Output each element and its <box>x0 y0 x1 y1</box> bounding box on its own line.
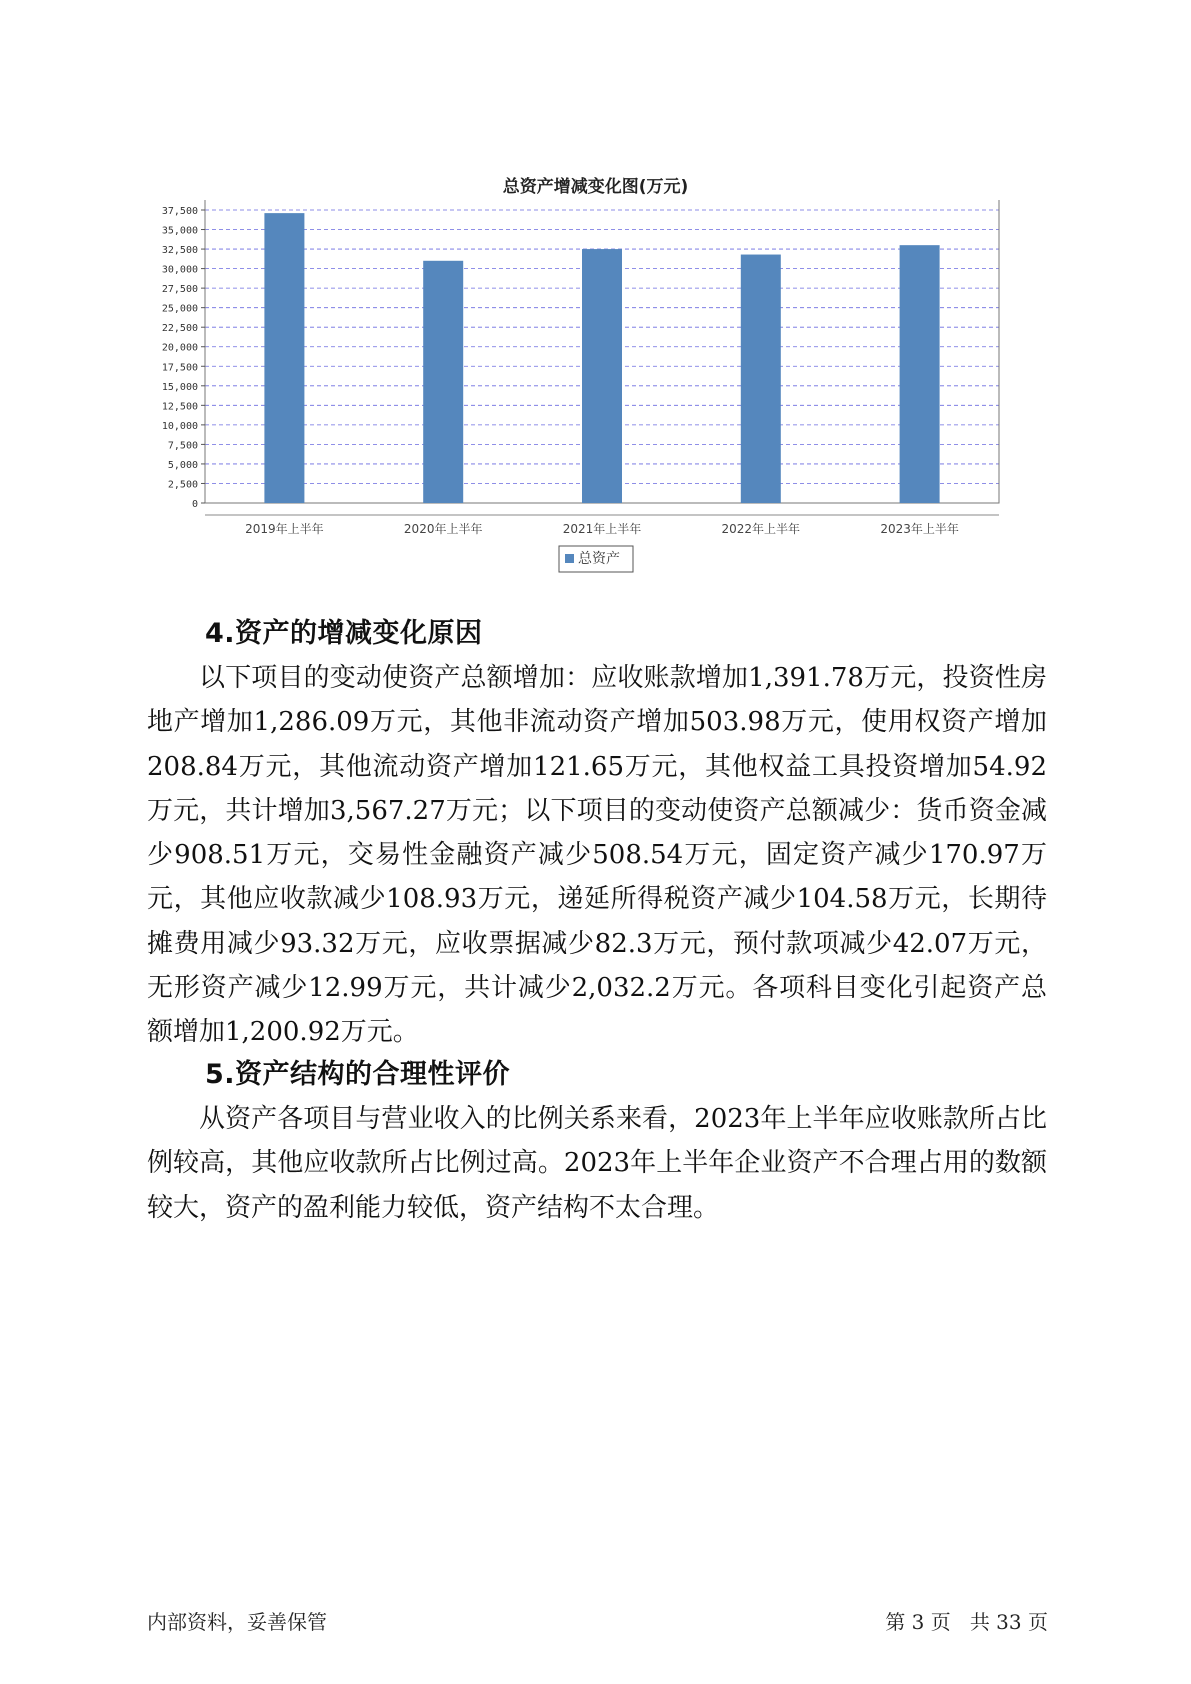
section-5-paragraph: 从资产各项目与营业收入的比例关系来看，2023年上半年应收账款所占比例较高，其他应收款所占比例过高。2023年上半年企业资产不合理占用的数额较大，资产的盈利能力较低，资产结构不太合理。 <box>147 1104 1047 1223</box>
x-tick-label: 2022年上半年 <box>721 522 801 536</box>
section-5-heading: 5.资产结构的合理性评价 <box>205 1059 511 1090</box>
bar <box>264 213 304 503</box>
y-tick-label: 5,000 <box>167 459 198 471</box>
x-tick-label: 2021年上半年 <box>562 522 642 536</box>
x-tick-label: 2023年上半年 <box>880 522 959 536</box>
footer-confidential-note: 内部资料，妥善保管 <box>147 1610 327 1634</box>
legend-label: 总资产 <box>578 551 620 567</box>
y-tick-label: 20,000 <box>161 342 198 354</box>
section-4-heading: 4.资产的增减变化原因 <box>205 618 483 649</box>
bar <box>582 249 622 503</box>
x-axis-ticks <box>245 521 959 536</box>
y-tick-label: 15,000 <box>161 381 198 393</box>
y-tick-label: 17,500 <box>161 362 198 374</box>
y-tick-label: 7,500 <box>167 440 198 452</box>
x-tick-label: 2020年上半年 <box>403 522 483 536</box>
y-tick-label: 12,500 <box>161 401 198 413</box>
x-tick-label: 2019年上半年 <box>245 522 324 536</box>
y-tick-label: 25,000 <box>161 303 198 315</box>
legend-swatch <box>565 554 574 563</box>
chart-title: 总资产增减变化图(万元) <box>502 177 689 197</box>
footer-page-number: 第 3 页 共 33 页 <box>885 1610 1048 1634</box>
y-tick-label: 10,000 <box>161 420 198 432</box>
bar-chart <box>160 200 1020 620</box>
bar <box>423 261 463 503</box>
y-tick-label: 2,500 <box>167 479 198 491</box>
y-tick-label: 32,500 <box>161 245 198 257</box>
y-tick-label: 27,500 <box>161 284 198 296</box>
bar <box>900 245 940 503</box>
y-tick-label: 37,500 <box>161 206 198 217</box>
section-4-paragraph: 以下项目的变动使资产总额增加：应收账款增加1,391.78万元，投资性房地产增加1,286.09万元，其他非流动资产增加503.98万元，使用权资产增加208.84万元，其他流动资产增加121.65万元，其他权益工具投资增加54.92万元，共计增加3,567.27万元；以下项目的变动使资产总额减少：货币资金减少908.51万元，交易性金融资产减少508.54万元，固定资产减少170.97万元，其他应收款减少108.93万元，递延所得税资产减少104.58万元，长期待摊费用减少93.32万元，应收票据减少82.3万元，预付款项减少42.07万元，无形资产减少12.99万元，共计减少2,032.2万元。各项科目变化引起资产总额增加1,200.92万元。 <box>147 663 1047 1048</box>
y-tick-label: 22,500 <box>161 323 198 335</box>
y-tick-label: 35,000 <box>161 225 198 237</box>
bar <box>741 255 781 503</box>
chart-bars <box>264 213 939 503</box>
chart-legend <box>559 546 633 572</box>
y-tick-label: 30,000 <box>161 264 198 276</box>
y-tick-label: 0 <box>191 499 198 510</box>
